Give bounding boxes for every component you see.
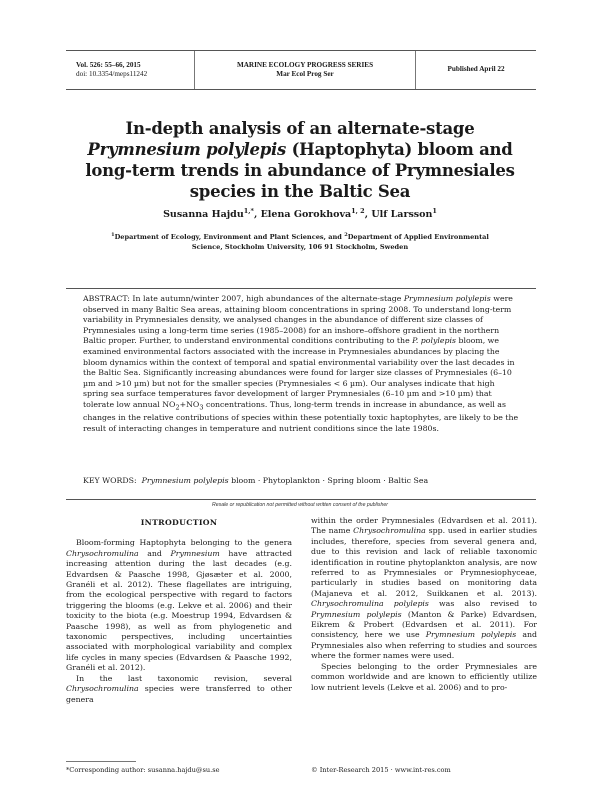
affil-sup: 1	[111, 232, 115, 238]
affil-text: Department of Ecology, Environment and Plant Sciences, and	[114, 233, 345, 242]
para-text: and Prymnesiales also when referring to studies and sources where the former names were used.	[311, 630, 537, 661]
header-journal	[194, 51, 416, 89]
keywords	[83, 476, 521, 486]
para-taxon: Prymnesium	[170, 548, 220, 558]
abstract-text: were observed in many Baltic Sea areas, attaining bloom concentrations in spring 2008. To understand long-term variability in Prymnesiales density, we analysed changes in the abundance of different size classes of Prymnesiales using a long-term time series (1985–2008) for an inshore–offshore gradient in the northern Baltic proper. Further, to understand environmental conditions contributing to the	[83, 294, 513, 346]
affiliations	[95, 230, 505, 252]
para-taxon: Chrysochromulina	[353, 526, 426, 536]
keywords-text: bloom · Phytoplankton · Spring bloom · Baltic Sea	[228, 476, 429, 485]
paragraph	[311, 516, 537, 662]
footnote-rule	[66, 761, 136, 762]
author-sep: ,	[253, 209, 261, 221]
abstract-species: Prymnesium polylepis	[403, 294, 491, 303]
volume-info: Vol. 526: 55–66, 2015	[76, 60, 141, 69]
column-right	[311, 516, 537, 693]
abstract	[83, 294, 521, 434]
abstract-text: +NO	[179, 399, 200, 409]
para-text: In the last taxonomic revision, several	[76, 673, 292, 683]
para-text: and	[138, 548, 171, 558]
para-text: was also revised to	[428, 599, 537, 609]
published-date: Published April 22	[447, 65, 505, 74]
para-taxon: Chrysochromulina	[66, 684, 139, 694]
subscript: 2	[175, 403, 180, 412]
section-heading: INTRODUCTION	[140, 518, 218, 527]
para-text: species were transferred to other genera	[66, 684, 292, 704]
para-text: (Manton & Parke) Edvardsen, Eikrem & Probert (Edvardsen et al. 2011). For consistency, here we use	[311, 609, 537, 640]
author-list	[60, 207, 540, 220]
corresponding-author: *Corresponding author: susanna.hajdu@su.se	[66, 766, 220, 774]
journal-header	[66, 50, 536, 90]
title-text: In-depth analysis of an alternate-stage	[125, 119, 475, 138]
author-name: Ulf Larsson	[371, 209, 433, 221]
para-text: Bloom-forming Haptophyta belonging to the genera	[76, 538, 292, 548]
header-published	[416, 51, 536, 89]
paragraph	[311, 662, 537, 693]
title-species: Prymnesium polylepis	[87, 140, 287, 159]
affil-sup: 2	[344, 232, 348, 238]
para-taxon: Chrysochromulina	[66, 548, 139, 558]
paper-title	[70, 118, 530, 202]
author-affil-sup: 1, 2	[351, 207, 365, 215]
abstract-label: ABSTRACT:	[83, 294, 130, 303]
abstract-text: In late autumn/winter 2007, high abundances of the alternate-stage	[129, 294, 404, 303]
doi: doi: 10.3354/meps11242	[76, 70, 148, 78]
column-left	[66, 518, 292, 705]
affil-text: Department of Applied Environmental Science, Stockholm University, 106 91 Stockholm, Sweden	[191, 233, 489, 252]
journal-name: MARINE ECOLOGY PROGRESS SERIES	[236, 60, 374, 69]
abstract-text: bloom, we examined environmental factors associated with the increase in Prymnesiales abundances by placing the bloom dynamics within the context of temporal and spatial environmental variability over the last decades in the Baltic Sea. Significantly increasing abundances were found for larger size classes of Prymnesiales (6–10 µm and >10 µm) but not for the smaller species (Prymnesiales < 6 µm). Our analyses indicate that high spring sea surface temperatures favor development of larger Prymnesiales (6–10 µm and >10 µm) that tolerate low annual NO	[83, 336, 515, 409]
author-name: Elena Gorokhova	[260, 209, 352, 221]
para-text: within the order Prymnesiales (Edvardsen et al. 2011). The name	[311, 516, 537, 536]
author-affil-sup: 1	[432, 207, 437, 215]
copyright: © Inter-Research 2015 · www.int-res.com	[311, 766, 451, 774]
abstract-text: concentrations. Thus, long-term trends in increase in abundance, as well as changes in the relative contributions of species within these potentially toxic haptophytes, are likely to be the result of interacting changes in temperature and nutrient conditions since the late 1980s.	[83, 399, 519, 433]
author-sep: ,	[364, 209, 372, 221]
journal-abbrev: Mar Ecol Prog Ser	[276, 70, 334, 78]
header-citation	[66, 51, 194, 89]
subscript: 3	[199, 403, 204, 412]
paragraph	[66, 538, 292, 673]
keyword-species: Prymnesium polylepis	[141, 476, 229, 485]
para-text: spp. used in earlier studies includes, therefore, species from several genera and, due to this revision and lack of reliable taxonomic identification in routine phytoplankton analysis, are now referred to as Prymnesiales or Prymnesiophyceae, particularly in studies based on monitoring data (Majaneva et al. 2012, Suikkanen et al. 2013).	[311, 526, 537, 598]
para-taxon: Prymnesium polylepis	[311, 609, 402, 619]
title-text: (Haptophyta) bloom and long-term trends in abundance of Prymnesiales species in the Baltic Sea	[85, 140, 515, 201]
paragraph	[66, 674, 292, 705]
author-affil-sup: 1,	[243, 207, 251, 215]
keywords-label: KEY WORDS:	[83, 476, 137, 485]
corresponding-mark: *	[250, 207, 254, 215]
resale-notice: Resale or republication not permitted without written consent of the publisher	[212, 502, 388, 508]
para-text: have attracted increasing attention during the last decades (e.g. Edvardsen & Paasche 1998, Gjøsæter et al. 2000, Granéli et al. 2012). These flagellates are intriguing, from the ecological perspective with regard to factors triggering the blooms (e.g. Lekve et al. 2006) and their toxicity to the biota (e.g. Moestrup 1994, Edvardsen & Paasche 1998), as well as from phylogenetic and taxonomic perspectives, including uncertainties associated with morphological variability and complex life cycles in many species (Edvardsen & Paasche 1992, Granéli et al. 2012).	[66, 548, 293, 673]
author-name: Susanna Hajdu	[163, 209, 244, 221]
para-taxon: Prymnesium polylepis	[425, 630, 517, 640]
para-text: Species belonging to the order Prymnesiales are common worldwide and are known to efficiently utilize low nutrient levels (Lekve et al. 2006) and to pro-	[311, 661, 537, 692]
abstract-species: P. polylepis	[412, 336, 456, 346]
para-taxon: Chrysochromulina polylepis	[311, 599, 429, 609]
